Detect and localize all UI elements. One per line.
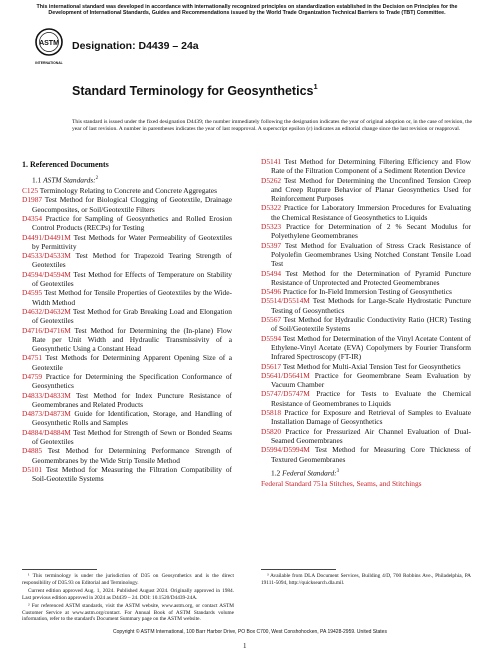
reference-item xyxy=(261,371,471,390)
reference-title: Test Method for Measuring the Filtration Compatibility of Soil-Geotextile Systems xyxy=(32,464,232,484)
reference-title: Terminology Relating to Concrete and Concrete Aggregates xyxy=(39,186,217,196)
reference-code-link[interactable]: D4751 xyxy=(22,353,43,363)
reference-code-link[interactable]: D4873/D4873M xyxy=(22,409,71,419)
reference-code-link[interactable]: C125 xyxy=(22,186,39,196)
reference-title: Practice for Laboratory Immersion Procedures for Evaluating the Chemical Resistance of Geosynthetics to Liquids xyxy=(271,203,471,222)
reference-code-link[interactable]: D1987 xyxy=(22,195,43,205)
reference-code-link[interactable]: D4491/D4491M xyxy=(22,232,71,242)
reference-item xyxy=(22,251,232,270)
reference-code-link[interactable]: D5141 xyxy=(261,157,282,166)
issue-note: This standard is issued under the fixed designation D4439; the number immediately following the designation indicates the year of original adoption or, in the case of revision, the year of last revision. A number in parentheses indicates the year of last reapproval. A superscript epsilon (ε) indicates an editorial change since the last revision or reapproval. xyxy=(72,119,472,133)
reference-item xyxy=(22,326,232,354)
reference-item xyxy=(22,307,232,326)
reference-title: Test Method for Biological Clogging of Geotextile, Drainage Geocomposites, or Soil/Geotextile Filters xyxy=(32,195,232,214)
footnotes-right xyxy=(261,573,471,586)
reference-item xyxy=(261,222,471,241)
reference-item xyxy=(261,408,471,427)
reference-title: Practice for Tests to Evaluate the Chemical Resistance of Geomembranes to Liquids xyxy=(271,389,471,408)
left-column xyxy=(22,157,232,484)
reference-title: Test Methods for Large-Scale Hydrostatic Puncture Testing of Geosynthetics xyxy=(271,296,472,315)
reference-item xyxy=(261,241,471,269)
reference-code-link[interactable]: D4533/D4533M xyxy=(22,251,71,261)
reference-title: Practice for Exposure and Retrieval of Samples to Evaluate Installation Damage of Geosynthetics xyxy=(271,408,471,427)
reference-title: Test Method for Grab Breaking Load and Elongation of Geotextiles xyxy=(32,306,232,326)
copyright: Copyright © ASTM International, 100 Barr Harbor Drive, PO Box C700, West Conshohocken, PA 19428-2959. United States xyxy=(113,629,387,635)
reference-title: Practice for Geomembrane Seam Evaluation by Vacuum Chamber xyxy=(271,370,471,390)
reference-code-link[interactable]: D4594/D4594M xyxy=(22,269,71,279)
reference-item xyxy=(22,428,232,447)
reference-title: Practice for In-Field Immersion Testing of Geosynthetics xyxy=(282,287,452,297)
reference-title: Test Method for Index Puncture Resistance of Geomembranes and Related Products xyxy=(32,390,232,409)
reference-title: Test Methods for Water Permeability of Geotextiles by Permittivity xyxy=(32,232,233,251)
reference-code-link[interactable]: D4632/D4632M xyxy=(22,306,71,316)
reference-item xyxy=(261,203,471,222)
reference-code-link[interactable]: D5323 xyxy=(261,222,282,232)
federal-reference-link[interactable]: Federal Standard 751a Stitches, Seams, and Stitchings xyxy=(261,478,422,488)
reference-code-link[interactable]: D5514/D5514M xyxy=(261,296,310,306)
reference-code-link[interactable]: D4885 xyxy=(22,446,43,456)
title-text: Standard Terminology for Geosynthetics xyxy=(72,84,314,99)
footnote-divider xyxy=(22,569,97,570)
designation: Designation: D4439 – 24a xyxy=(72,40,199,52)
subsection-federal: 1.2 Federal Standard:$^3$ xyxy=(271,468,340,478)
reference-code-link[interactable]: D5641/D5641M xyxy=(261,370,310,380)
reference-item xyxy=(22,233,232,252)
reference-title: Test Method for Determining the (In-plane) Flow Rate per Unit Width and Hydraulic Transmissivity of a Geosynthetic Using a Constant Head xyxy=(32,325,232,354)
reference-item xyxy=(22,391,232,410)
reference-title: Practice for Sampling of Geosynthetics and Rolled Erosion Control Products (RECPs) for Testing xyxy=(32,213,232,233)
reference-title: Practice for Pressurized Air Channel Evaluation of Dual-Seamed Geomembranes xyxy=(271,426,471,445)
reference-item xyxy=(22,214,232,233)
reference-list-left xyxy=(22,186,232,484)
reference-title: Test Method for Determining Performance Strength of Geomembranes by the Wide Strip Tensile Method xyxy=(32,446,232,465)
svg-text:INTERNATIONAL: INTERNATIONAL xyxy=(35,61,63,65)
reference-item xyxy=(261,315,471,334)
reference-title: Test Method for Multi-Axial Tension Test for Geosynthetics xyxy=(282,361,461,371)
reference-title: Test Method for Tensile Properties of Geotextiles by the Wide-Width Method xyxy=(32,288,232,307)
reference-item xyxy=(261,389,471,408)
section-heading: 1. Referenced Documents xyxy=(22,160,109,169)
subsection-astm: 1.1 ASTM Standards:$^2$ xyxy=(32,175,99,185)
reference-code-link[interactable]: D5594 xyxy=(261,333,282,343)
reference-title: Test Method for Effects of Temperature on Stability of Geotextiles xyxy=(32,269,232,289)
footnote-divider xyxy=(261,569,336,570)
reference-item xyxy=(261,269,471,288)
reference-item xyxy=(22,372,232,391)
reference-item xyxy=(261,427,471,446)
reference-code-link[interactable]: D5617 xyxy=(261,361,282,371)
reference-code-link[interactable]: D5262 xyxy=(261,175,282,185)
reference-title: Test Method for the Determination of Pyramid Puncture Resistance of Unprotected and Protected Geomembranes xyxy=(271,268,471,287)
reference-code-link[interactable]: D5101 xyxy=(22,464,43,474)
reference-title: Practice for Determination of 2 % Secant Modulus for Polyethylene Geomembranes xyxy=(271,222,471,241)
footnote: ³ Available from DLA Document Services, Building 4/D, 700 Robbins Ave., Philadelphia, PA 19111-5094, http://quicksearch.dla.mil. xyxy=(261,573,471,586)
reference-title: Test Method for Evaluation of Stress Crack Resistance of Polyolefin Geomembranes Using Notched Constant Tensile Load Test xyxy=(271,240,471,269)
reference-item xyxy=(261,296,471,315)
footnote: ² For referenced ASTM standards, visit the ASTM website, www.astm.org, or contact ASTM Customer Service at www.astm.org/contact. For Annual Book of ASTM Standards volume information, refer to the standard's Document Summary page on the ASTM website. xyxy=(22,603,234,622)
reference-item xyxy=(22,353,232,372)
footnote: ¹ This terminology is under the jurisdiction of D35 on Geosynthetics and is the direct responsibility of D35.93 on Editorial and Terminology. xyxy=(22,573,234,586)
reference-code-link[interactable]: D5994/D5994M xyxy=(261,445,310,455)
footnote: Current edition approved Aug. 1, 2024. Published August 2024. Originally approved in 1984. Last previous edition approved in 2024 as D4439 – 24. DOI: 10.1520/D4439-24A. xyxy=(22,588,234,601)
reference-title: Test Method for Determining Filtering Efficiency and Flow Rate of the Filtration Component of a Sediment Retention Device xyxy=(271,157,471,176)
right-column xyxy=(261,157,471,488)
reference-item xyxy=(261,334,471,362)
reference-code-link[interactable]: D4833/D4833M xyxy=(22,390,71,400)
reference-item xyxy=(261,287,471,296)
reference-item xyxy=(22,195,232,214)
reference-code-link[interactable]: D5397 xyxy=(261,240,282,250)
reference-list-right xyxy=(261,157,471,464)
trade-notice: This international standard was developed in accordance with internationally recognized principles on standardization established in the Decision on Principles for the Development of International Standards, Guides and Recommendations issued by the World Trade Organization Technical Barriers to Trade (TBT) Committee. xyxy=(36,4,458,17)
reference-code-link[interactable]: D4354 xyxy=(22,213,43,223)
reference-item xyxy=(261,157,471,176)
reference-item xyxy=(22,270,232,289)
reference-item xyxy=(22,288,232,307)
reference-item xyxy=(22,446,232,465)
reference-item xyxy=(22,186,232,195)
reference-code-link[interactable]: D5820 xyxy=(261,426,282,436)
reference-code-link[interactable]: D4884/D4884M xyxy=(22,427,71,437)
page-title xyxy=(72,80,372,99)
reference-title: Practice for Determining the Specification Conformance of Geosynthetics xyxy=(32,372,232,391)
astm-logo-icon xyxy=(34,28,64,68)
reference-title: Test Method for Determining the Unconfined Tension Creep and Creep Rupture Behavior of Planar Geosynthetics Used for Reinforcement Purposes xyxy=(271,175,472,204)
reference-title: Test Methods for Determining Apparent Opening Size of a Geotextile xyxy=(32,353,232,372)
title-footnote-mark: 1 xyxy=(313,82,318,91)
page-number: 1 xyxy=(243,642,247,650)
footnotes-left xyxy=(22,573,234,625)
reference-code-link[interactable]: D5747/D5747M xyxy=(261,389,310,399)
reference-code-link[interactable]: D5494 xyxy=(261,268,282,278)
reference-code-link[interactable]: D5818 xyxy=(261,408,282,418)
reference-title: Test Method for Determination of the Vinyl Acetate Content of Ethylene-Vinyl Acetate (EVA) Copolymers by Fourier Transform Infrared Spectroscopy (FT-IR) xyxy=(271,333,471,362)
reference-code-link[interactable]: D5496 xyxy=(261,287,282,297)
reference-item xyxy=(261,362,471,371)
reference-title: Test Method for Hydraulic Conductivity Ratio (HCR) Testing of Soil/Geotextile Systems xyxy=(271,315,472,334)
reference-item xyxy=(22,409,232,428)
reference-code-link[interactable]: D4595 xyxy=(22,288,43,298)
reference-title: Test Method for Trapezoid Tearing Strength of Geotextiles xyxy=(32,251,232,270)
reference-title: Test Method for Measuring Core Thickness of Textured Geomembranes xyxy=(271,445,471,464)
astm-logo xyxy=(34,28,64,68)
reference-item xyxy=(22,465,232,484)
reference-code-link[interactable]: D4759 xyxy=(22,372,43,381)
reference-title: Test Method for Strength of Sewn or Bonded Seams of Geotextiles xyxy=(32,427,232,447)
reference-code-link[interactable]: D4716/D4716M xyxy=(22,325,71,335)
reference-code-link[interactable]: D5322 xyxy=(261,203,282,213)
reference-title: Guide for Identification, Storage, and Handling of Geosynthetic Rolls and Samples xyxy=(32,409,232,428)
reference-code-link[interactable]: D5567 xyxy=(261,315,282,325)
reference-item xyxy=(261,445,471,464)
svg-text:ASTM: ASTM xyxy=(39,40,59,47)
reference-item xyxy=(261,176,471,204)
